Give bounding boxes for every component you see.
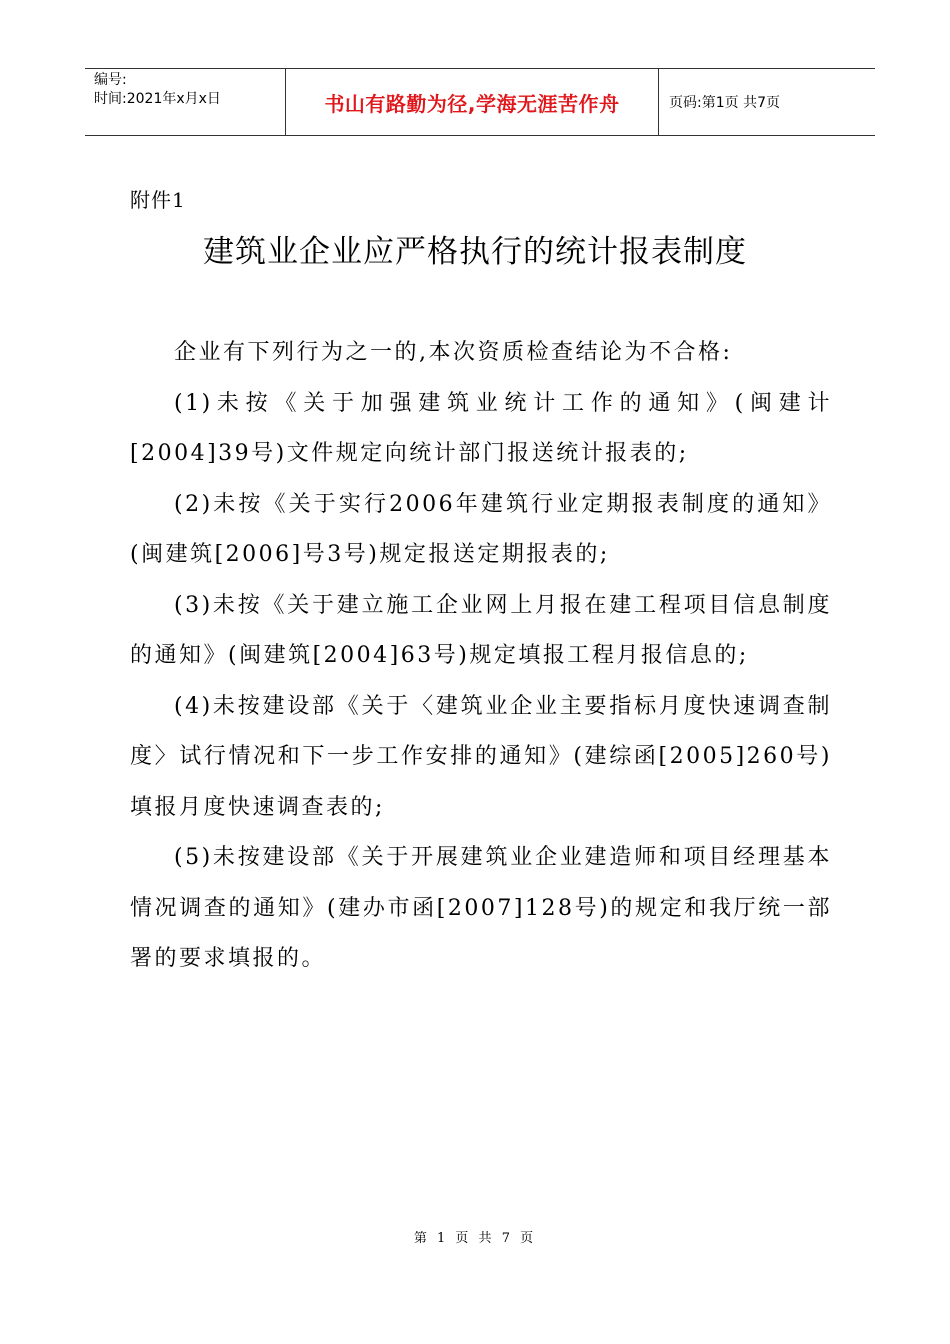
paragraph-item-5: (5)未按建设部《关于开展建筑业企业建造师和项目经理基本情况调查的通知》(建办市函[2007]128号)的规定和我厅统一部署的要求填报的。 — [130, 845, 832, 971]
date-label: 时间:2021年x月x日 — [94, 91, 221, 107]
page-header — [85, 68, 875, 136]
header-motto: 书山有路勤为径,学海无涯苦作舟 — [285, 69, 659, 135]
page-footer: 第 1 页 共 7 页 — [413, 1231, 537, 1246]
paragraph-item-1: (1)未按《关于加强建筑业统计工作的通知》(闽建计[2004]39号)文件规定向统计部门报送统计报表的; — [130, 390, 832, 466]
paragraph-item-4: (4)未按建设部《关于〈建筑业企业主要指标月度快速调查制度〉试行情况和下一步工作安排的通知》(建综函[2005]260号)填报月度快速调查表的; — [130, 693, 832, 820]
header-meta — [85, 69, 285, 135]
paragraph-intro: 企业有下列行为之一的,本次资质检查结论为不合格: — [174, 340, 733, 365]
paragraph-item-2: (2)未按《关于实行2006年建筑行业定期报表制度的通知》(闽建筑[2006]号3号)规定报送定期报表的; — [130, 491, 832, 567]
header-page-info: 页码:第1页 共7页 — [669, 95, 780, 111]
paragraph-item-3: (3)未按《关于建立施工企业网上月报在建工程项目信息制度的通知》(闽建筑[2004]63号)规定填报工程月报信息的; — [130, 592, 832, 668]
document-title: 建筑业企业应严格执行的统计报表制度 — [203, 234, 747, 270]
serial-number-label: 编号: — [94, 72, 127, 88]
attachment-label: 附件1 — [130, 188, 186, 212]
document-body — [130, 328, 832, 985]
